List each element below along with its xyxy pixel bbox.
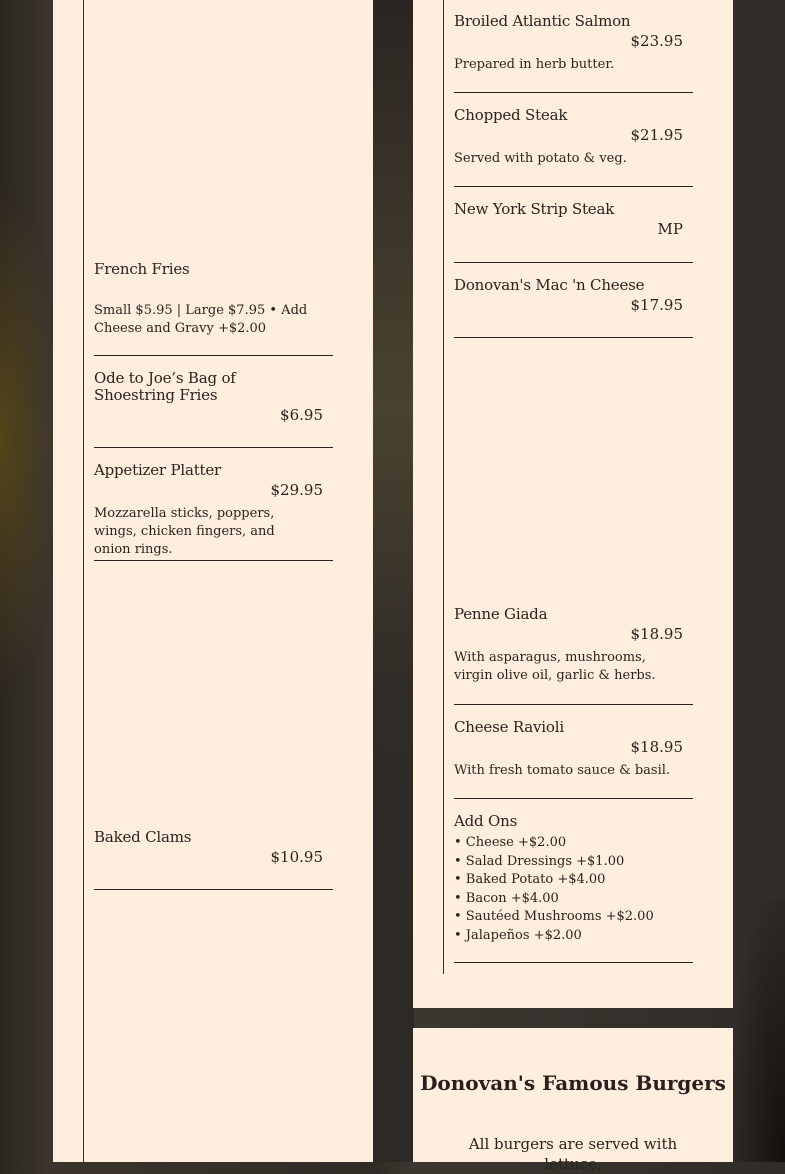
menu-item-mac-n-cheese: [454, 277, 693, 338]
item-price: MP: [657, 220, 683, 238]
menu-panel-burgers: [413, 1028, 733, 1173]
item-price: $18.95: [630, 625, 683, 643]
item-price: $6.95: [280, 406, 323, 424]
item-name: French Fries: [94, 260, 190, 278]
addon-item: • Sautéed Mushrooms +$2.00: [454, 909, 654, 925]
item-name: Penne Giada: [454, 605, 548, 623]
item-description: With asparagus, mushrooms, virgin olive oil, garlic & herbs.: [454, 650, 656, 683]
menu-item-shoestring-fries: [94, 370, 333, 448]
menu-item-add-ons: [454, 813, 693, 963]
menu-item-strip-steak: [454, 201, 693, 263]
addon-item: • Cheese +$2.00: [454, 835, 567, 850]
item-price: $17.95: [630, 296, 683, 314]
item-price: $10.95: [270, 848, 323, 866]
menu-item-salmon: [454, 13, 693, 93]
item-name: Ode to Joe’s Bag of Shoestring Fries: [94, 369, 236, 404]
item-name: New York Strip Steak: [454, 200, 615, 218]
section-title: Donovan's Famous Burgers: [420, 1071, 726, 1095]
item-name: Cheese Ravioli: [454, 718, 564, 736]
item-price: $29.95: [270, 481, 323, 499]
addon-item: • Bacon +$4.00: [454, 890, 559, 906]
background-shadow: [733, 900, 785, 1162]
menu-panel-left: [53, 0, 373, 1162]
addon-item: • Jalapeños +$2.00: [454, 927, 582, 943]
item-description: Served with potato & veg.: [454, 151, 627, 166]
background-gap: [372, 0, 414, 1162]
addon-item: • Salad Dressings +$1.00: [454, 853, 625, 869]
menu-item-chopped-steak: [454, 107, 693, 187]
item-price: $23.95: [630, 32, 683, 50]
item-description: Small $5.95 | Large $7.95 • Add Cheese and Gravy +$2.00: [94, 303, 308, 336]
divider-vertical: [83, 0, 84, 1162]
section-description: All burgers are served with lettuce,: [468, 1135, 678, 1173]
addons-list: [454, 834, 693, 946]
item-name: Donovan's Mac 'n Cheese: [454, 276, 645, 294]
menu-item-baked-clams: [94, 829, 333, 890]
item-name: Baked Clams: [94, 828, 192, 846]
addons-title: Add Ons: [454, 812, 518, 830]
menu-item-cheese-ravioli: [454, 719, 693, 799]
menu-item-french-fries: [94, 261, 333, 356]
menu-item-appetizer-platter: [94, 462, 333, 561]
menu-item-penne-giada: [454, 606, 693, 705]
item-description: Mozzarella sticks, poppers, wings, chicken fingers, and onion rings.: [94, 506, 275, 557]
item-name: Chopped Steak: [454, 106, 568, 124]
menu-panel-right: [413, 0, 733, 1008]
item-name: Appetizer Platter: [94, 461, 221, 479]
addon-item: • Baked Potato +$4.00: [454, 872, 606, 888]
item-price: $18.95: [630, 738, 683, 756]
item-price: $21.95: [630, 126, 683, 144]
background-glow: [0, 180, 60, 700]
item-name: Broiled Atlantic Salmon: [454, 12, 631, 30]
item-description: Prepared in herb butter.: [454, 57, 615, 72]
divider-vertical: [443, 0, 444, 974]
item-description: With fresh tomato sauce & basil.: [454, 763, 671, 778]
